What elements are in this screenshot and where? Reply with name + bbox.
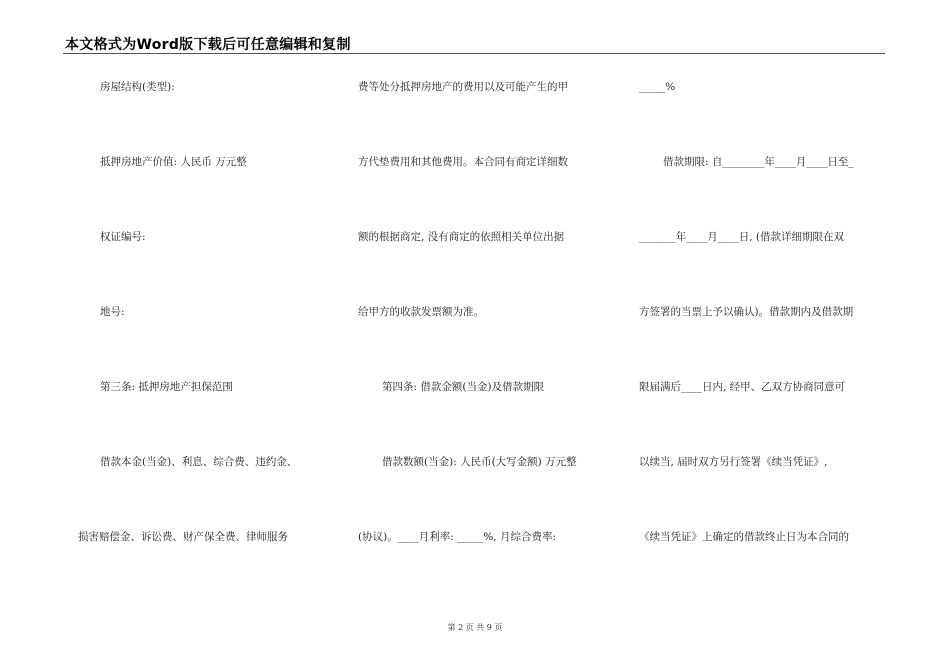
- right-line-4: 方签署的当票上予以确认)。借款期内及借款期: [639, 306, 854, 318]
- middle-line-1: 费等处分抵押房地产的费用以及可能产生的甲: [358, 81, 568, 93]
- left-line-5: 第三条: 抵押房地产担保范围: [100, 381, 233, 393]
- middle-line-7: (协议)。____月利率: _____%, 月综合费率:: [358, 531, 557, 543]
- right-line-5: 限届满后____日内, 经甲、乙双方协商同意可: [639, 381, 846, 393]
- left-line-7: 损害赔偿金、诉讼费、财产保全费、律师服务: [78, 531, 288, 543]
- middle-line-4: 给甲方的收款发票额为准。: [358, 306, 484, 318]
- middle-line-3: 额的根据商定, 没有商定的依照相关单位出据: [358, 231, 565, 243]
- middle-line-2: 方代垫费用和其他费用。本合同有商定详细数: [358, 156, 568, 168]
- middle-line-5: 第四条: 借款金额(当金)及借款期限: [382, 381, 545, 393]
- left-line-4: 地号:: [100, 306, 125, 318]
- right-line-3: _______年____月____日, (借款详细期限在双: [639, 231, 845, 243]
- middle-line-6: 借款数额(当金): 人民币(大写金额) 万元整: [382, 456, 577, 468]
- left-line-2: 抵押房地产价值: 人民币 万元整: [100, 156, 247, 168]
- header-divider: [63, 53, 885, 54]
- right-line-2: 借款期限: 自________年____月____日至_: [663, 156, 854, 168]
- left-line-1: 房屋结构(类型):: [100, 81, 175, 93]
- left-line-6: 借款本金(当金)、利息、综合费、违约金、: [100, 456, 298, 468]
- document-header-title: 本文格式为Word版下载后可任意编辑和复制: [65, 37, 351, 53]
- right-line-1: _____%: [639, 81, 676, 93]
- right-line-6: 以续当, 届时双方另行签署《续当凭证》,: [639, 456, 828, 468]
- page-number-footer: 第 2 页 共 9 页: [447, 623, 503, 632]
- right-line-7: 《续当凭证》上确定的借款终止日为本合同的: [639, 531, 849, 543]
- left-line-3: 权证编号:: [100, 231, 146, 243]
